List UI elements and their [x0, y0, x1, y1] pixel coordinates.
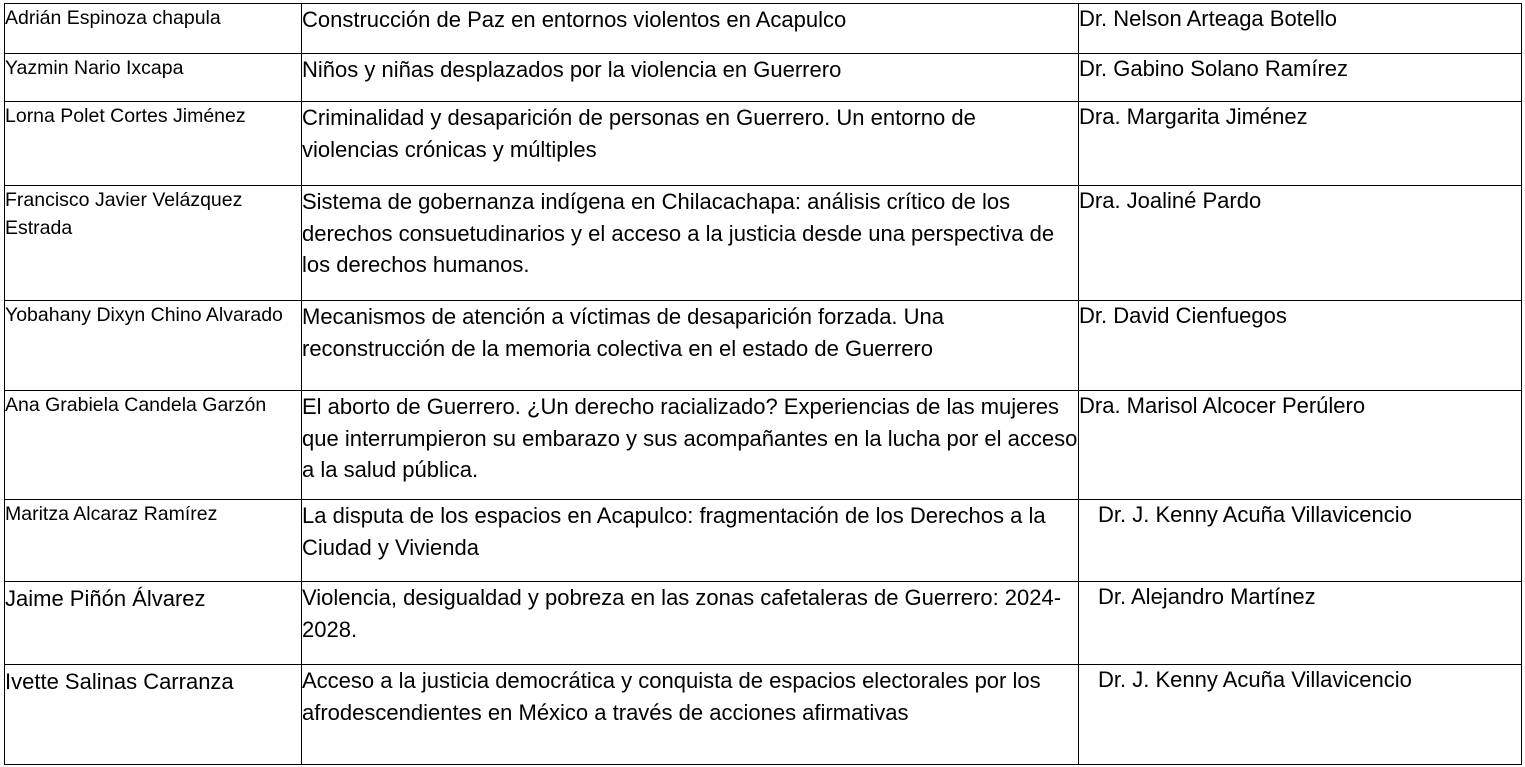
student-name: Jaime Piñón Álvarez: [5, 582, 302, 665]
table-row: [5, 301, 1522, 391]
student-name: Lorna Polet Cortes Jiménez: [5, 102, 302, 186]
thesis-title: Sistema de gobernanza indígena en Chilacachapa: análisis crítico de los derechos consuetudinarios y el acceso a la justicia desde una perspectiva de los derechos humanos.: [302, 186, 1079, 301]
advisor-name: Dra. Joaliné Pardo: [1079, 186, 1522, 301]
student-name: Ivette Salinas Carranza: [5, 665, 302, 765]
student-name: Yobahany Dixyn Chino Alvarado: [5, 301, 302, 391]
student-name: Ana Grabiela Candela Garzón: [5, 391, 302, 500]
table-row: [5, 54, 1522, 102]
student-name: Yazmin Nario Ixcapa: [5, 54, 302, 102]
thesis-title: Niños y niñas desplazados por la violencia en Guerrero: [302, 54, 1079, 102]
advisor-name: Dr. David Cienfuegos: [1079, 301, 1522, 391]
thesis-title: Violencia, desigualdad y pobreza en las zonas cafetaleras de Guerrero: 2024-2028.: [302, 582, 1079, 665]
thesis-title: Mecanismos de atención a víctimas de desaparición forzada. Una reconstrucción de la memoria colectiva en el estado de Guerrero: [302, 301, 1079, 391]
thesis-table: [4, 3, 1522, 765]
student-name: Maritza Alcaraz Ramírez: [5, 500, 302, 582]
thesis-title: Acceso a la justicia democrática y conquista de espacios electorales por los afrodescendientes en México a través de acciones afirmativas: [302, 665, 1079, 765]
advisor-name: Dr. Alejandro Martínez: [1079, 582, 1522, 665]
advisor-name: Dr. Nelson Arteaga Botello: [1079, 4, 1522, 54]
thesis-title: La disputa de los espacios en Acapulco: fragmentación de los Derechos a la Ciudad y Vivienda: [302, 500, 1079, 582]
table-row: [5, 4, 1522, 54]
thesis-title: Criminalidad y desaparición de personas en Guerrero. Un entorno de violencias crónicas y múltiples: [302, 102, 1079, 186]
thesis-title: Construcción de Paz en entornos violentos en Acapulco: [302, 4, 1079, 54]
student-name: Adrián Espinoza chapula: [5, 4, 302, 54]
advisor-name: Dr. J. Kenny Acuña Villavicencio: [1079, 665, 1522, 765]
table-row: [5, 665, 1522, 765]
advisor-name: Dr. J. Kenny Acuña Villavicencio: [1079, 500, 1522, 582]
table-row: [5, 102, 1522, 186]
table-row: [5, 391, 1522, 500]
table-row: [5, 500, 1522, 582]
advisor-name: Dra. Marisol Alcocer Perúlero: [1079, 391, 1522, 500]
advisor-name: Dra. Margarita Jiménez: [1079, 102, 1522, 186]
thesis-title: El aborto de Guerrero. ¿Un derecho racializado? Experiencias de las mujeres que interrumpieron su embarazo y sus acompañantes en la lucha por el acceso a la salud pública.: [302, 391, 1079, 500]
table-row: [5, 186, 1522, 301]
advisor-name: Dr. Gabino Solano Ramírez: [1079, 54, 1522, 102]
student-name: Francisco Javier Velázquez Estrada: [5, 186, 302, 301]
table-row: [5, 582, 1522, 665]
